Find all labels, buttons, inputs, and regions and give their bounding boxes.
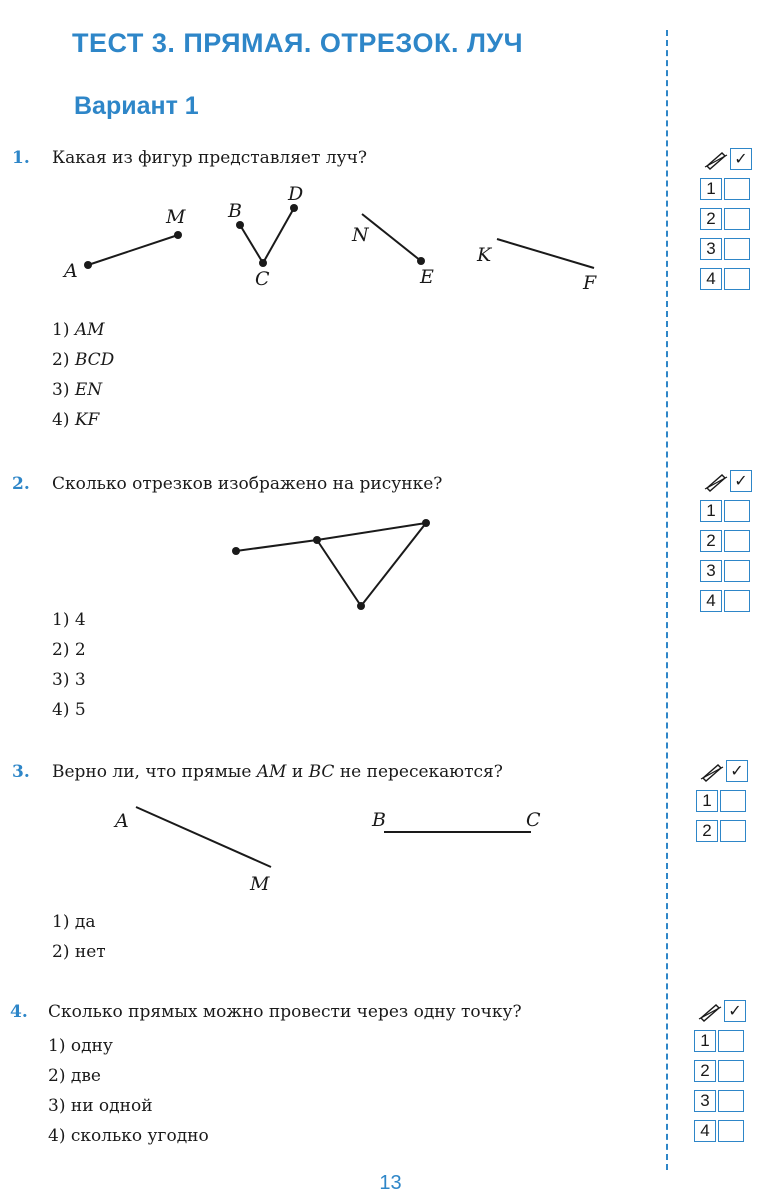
point-b: [236, 221, 244, 229]
question-1-option-1: 1) AM: [52, 320, 105, 340]
question-4-option-2: 2) две: [48, 1066, 101, 1086]
question-4-option-3: 3) ни одной: [48, 1096, 153, 1116]
answer-number: 3: [694, 1090, 716, 1112]
question-2-figure: [0, 500, 640, 620]
pencil-icon: [704, 150, 728, 170]
question-3-option-1: 1) да: [52, 912, 96, 932]
answer-checkbox[interactable]: [720, 820, 746, 842]
label-a: A: [115, 810, 129, 832]
question-4-answer-panel: [692, 1000, 754, 1146]
answer-checkbox[interactable]: [724, 178, 750, 200]
point-a: [84, 261, 92, 269]
question-4-number: 4.: [10, 1002, 28, 1022]
answer-number: 4: [700, 268, 722, 290]
question-4-option-4: 4) сколько угодно: [48, 1126, 209, 1146]
question-2-answer-panel: [698, 470, 760, 616]
test-title: ТЕСТ 3. ПРЯМАЯ. ОТРЕЗОК. ЛУЧ: [72, 28, 524, 58]
line-kf: [497, 239, 594, 268]
answer-number: 1: [700, 178, 722, 200]
answer-number: 3: [700, 560, 722, 582]
label-c: C: [526, 809, 541, 831]
answer-number: 1: [700, 500, 722, 522]
label-a: A: [64, 260, 78, 282]
answer-checkbox[interactable]: [718, 1060, 744, 1082]
question-1-option-3: 3) EN: [52, 380, 103, 400]
answer-checkbox[interactable]: [718, 1090, 744, 1112]
question-4-option-1: 1) одну: [48, 1036, 113, 1056]
pencil-icon: [700, 762, 724, 782]
answer-checkbox[interactable]: [718, 1030, 744, 1052]
question-2-option-4: 4) 5: [52, 700, 86, 720]
check-icon: ✓: [726, 760, 748, 782]
answer-number: 4: [694, 1120, 716, 1142]
label-b: B: [372, 809, 386, 831]
question-1-text: Какая из фигур представляет луч?: [52, 148, 367, 168]
answer-number: 3: [700, 238, 722, 260]
label-e: E: [420, 266, 434, 288]
point-c: [259, 259, 267, 267]
answer-checkbox[interactable]: [720, 790, 746, 812]
question-2-number: 2.: [12, 474, 30, 494]
label-m: M: [250, 873, 270, 895]
question-2-option-1: 1) 4: [52, 610, 86, 630]
question-1-option-4: 4) KF: [52, 410, 100, 430]
label-n: N: [352, 224, 369, 246]
label-d: D: [288, 183, 304, 205]
answer-number: 1: [694, 1030, 716, 1052]
question-1-answer-panel: [698, 148, 760, 294]
label-b: B: [228, 200, 242, 222]
segment-am: [88, 235, 178, 265]
answer-checkbox[interactable]: [724, 560, 750, 582]
question-3-text: Верно ли, что прямые AM и BC не пересекаются?: [52, 762, 503, 782]
question-4-text: Сколько прямых можно провести через одну точку?: [48, 1002, 522, 1022]
check-icon: ✓: [730, 470, 752, 492]
answer-number: 1: [696, 790, 718, 812]
answer-number: 2: [696, 820, 718, 842]
question-1-number: 1.: [12, 148, 30, 168]
answer-checkbox[interactable]: [724, 590, 750, 612]
point-m: [174, 231, 182, 239]
answer-number: 2: [700, 208, 722, 230]
pencil-icon: [698, 1002, 722, 1022]
label-c: C: [255, 268, 270, 290]
question-3-figure: [0, 795, 640, 900]
pencil-icon: [704, 472, 728, 492]
answer-checkbox[interactable]: [724, 530, 750, 552]
label-f: F: [583, 272, 597, 294]
ray-en: [362, 214, 421, 261]
point-e: [417, 257, 425, 265]
variant-heading: Вариант 1: [74, 92, 199, 120]
answer-number: 2: [694, 1060, 716, 1082]
answer-checkbox[interactable]: [724, 500, 750, 522]
question-3-answer-panel: [694, 760, 756, 846]
answer-checkbox[interactable]: [718, 1120, 744, 1142]
question-3-number: 3.: [12, 762, 30, 782]
question-2-option-2: 2) 2: [52, 640, 86, 660]
check-icon: ✓: [724, 1000, 746, 1022]
answer-checkbox[interactable]: [724, 238, 750, 260]
check-icon: ✓: [730, 148, 752, 170]
answer-number: 2: [700, 530, 722, 552]
point-d: [290, 204, 298, 212]
label-k: K: [477, 244, 492, 266]
segment-bc: [240, 225, 263, 263]
answer-checkbox[interactable]: [724, 268, 750, 290]
question-1-figure: [0, 175, 640, 300]
question-2-option-3: 3) 3: [52, 670, 86, 690]
margin-divider: [666, 30, 668, 1170]
question-2-text: Сколько отрезков изображено на рисунке?: [52, 474, 443, 494]
question-3-option-2: 2) нет: [52, 942, 106, 962]
question-1-option-2: 2) BCD: [52, 350, 115, 370]
label-m: M: [166, 206, 186, 228]
answer-checkbox[interactable]: [724, 208, 750, 230]
answer-number: 4: [700, 590, 722, 612]
page-number: 13: [379, 1172, 402, 1194]
segment-cd: [263, 208, 294, 263]
